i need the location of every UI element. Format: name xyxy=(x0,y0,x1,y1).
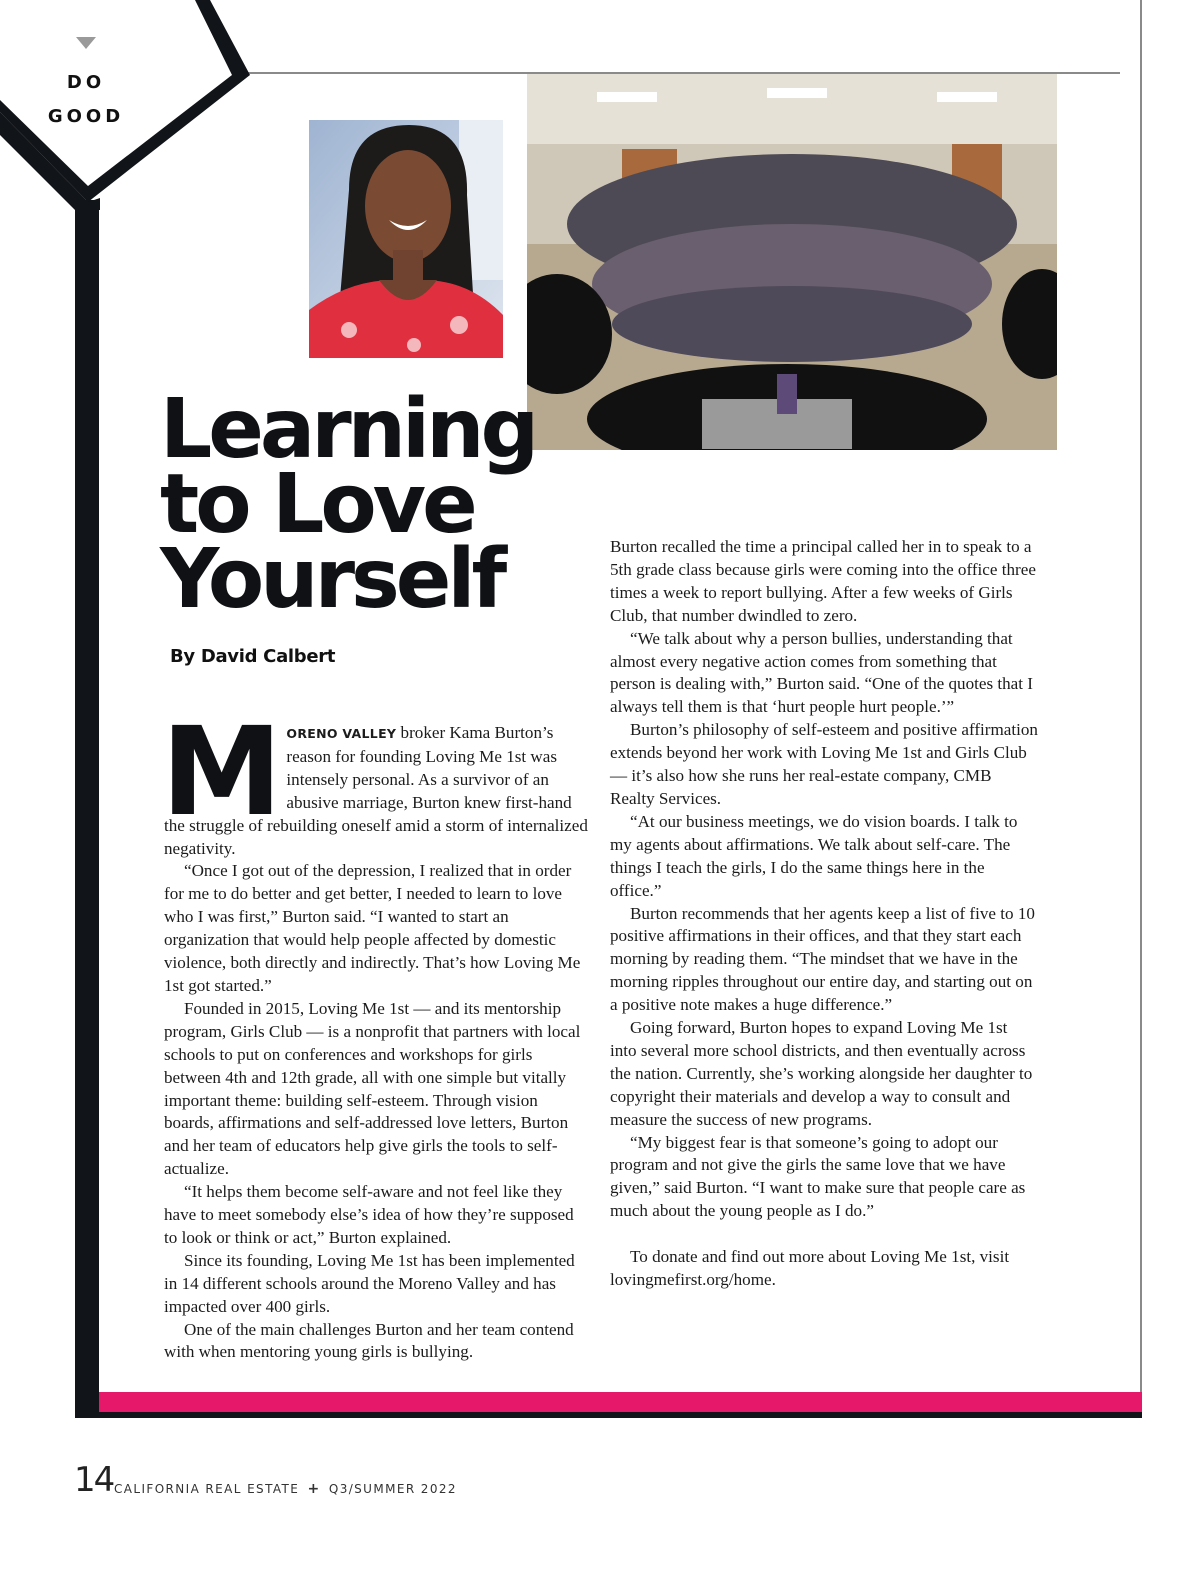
article-paragraph: “At our business meetings, we do vision boards. I talk to my agents about affirmations. We talk about self-care. The things I teach the girls, I do the same things here in the office.” xyxy=(610,811,1018,900)
article-paragraph: Burton’s philosophy of self-esteem and positive affirmation extends beyond her work with Loving Me 1st and Girls Club — it’s also how she runs her real-estate company, CMB Realty Services. xyxy=(610,720,1038,808)
publication-name: CALIFORNIA REAL ESTATE xyxy=(114,1482,300,1496)
left-accent-bar xyxy=(75,200,99,1418)
article-paragraph: One of the main challenges Burton and her team contend with when mentoring young girls is bullying. xyxy=(164,1319,574,1362)
article-paragraph: “We talk about why a person bullies, understanding that almost every negative action comes from something that person is dealing with,” Burton said. “One of the quotes that I always tell them is that ‘hurt people hurt people.’” xyxy=(610,628,1033,717)
article-paragraph: “My biggest fear is that someone’s going to adopt our program and not give the girls the same love that we have given,” said Burton. “I want to make sure that people care as much about the young people as I do.” xyxy=(610,1132,1026,1221)
donation-note: To donate and find out more about Loving Me 1st, visit lovingmefirst.org/home. xyxy=(610,1247,1010,1290)
issue-label: Q3/SUMMER 2022 xyxy=(328,1482,457,1496)
article-paragraph: Going forward, Burton hopes to expand Loving Me 1st into several more school districts, and then eventually across the nation. Currently, she’s working alongside her daughter to copyright their materials and develop a way to consult and measure the success of new programs. xyxy=(610,1018,1033,1129)
triangle-icon xyxy=(76,37,96,49)
portrait-photo xyxy=(309,120,503,358)
paragraph-text: broker Kama Burton’s reason for founding Loving Me 1st was intensely personal. As a survivor of an abusive marriage, Burton knew first-hand the struggle of rebuilding oneself amid a storm of internalized negativity. xyxy=(164,723,588,858)
lead-in-caps: ORENO VALLEY xyxy=(286,726,397,741)
publication-line xyxy=(114,1481,457,1497)
section-label-line1: DO xyxy=(66,72,106,93)
article-paragraph xyxy=(161,701,588,860)
article-paragraph: “It helps them become self-aware and not feel like they have to meet somebody else’s idea of how they’re supposed to look or think or act,” Burton explained. xyxy=(164,1182,574,1247)
article-column-left xyxy=(161,701,588,1364)
page-number: 14 xyxy=(74,1460,114,1500)
plus-icon: + xyxy=(307,1481,321,1497)
article-paragraph: Founded in 2015, Loving Me 1st — and its mentorship program, Girls Club — is a nonprofit that partners with local schools to put on conferences and workshops for girls between 4th and 12th grade, all with one simple but vitally important theme: building self-esteem. Through vision boards, affirmations and self-addressed love letters, Burton and her team of educators help give girls the tools to self-actualize. xyxy=(164,998,581,1179)
article-paragraph: Burton recalled the time a principal called her in to speak to a 5th grade class because girls were coming into the office three times a week to report bullying. After a few weeks of Girls Club, that number dwindled to zero. xyxy=(610,537,1036,625)
headline-line-3: Yourself xyxy=(160,532,504,627)
article-paragraph: Burton recommends that her agents keep a list of five to 10 positive affirmations in their offices, and that they start each morning by reading them. “The mindset that we have in the morning ripples throughout our entire day, and starting out on a positive note makes a huge difference.” xyxy=(610,903,1035,1015)
headline-line-2: to Love xyxy=(160,457,474,552)
byline: By David Calbert xyxy=(170,646,336,667)
article-column-right xyxy=(610,536,1038,1292)
headline-line-1: Learning xyxy=(160,382,536,477)
bottom-rule xyxy=(75,1412,1142,1418)
group-photo xyxy=(527,74,1057,450)
drop-cap: M xyxy=(161,701,277,843)
article-paragraph: Since its founding, Loving Me 1st has been implemented in 14 different schools around the Moreno Valley and has impacted over 400 girls. xyxy=(164,1250,575,1316)
headline xyxy=(160,382,540,627)
article-paragraph: “Once I got out of the depression, I realized that in order for me to do better and get better, I needed to learn to love who I was first,” Burton said. “I wanted to start an organization that would help people affected by domestic violence, both directly and indirectly. That’s how Loving Me 1st got started.” xyxy=(164,861,581,995)
section-tag xyxy=(0,0,270,215)
page-edge-rule xyxy=(1140,0,1142,1412)
section-label-line2: GOOD xyxy=(47,106,125,127)
